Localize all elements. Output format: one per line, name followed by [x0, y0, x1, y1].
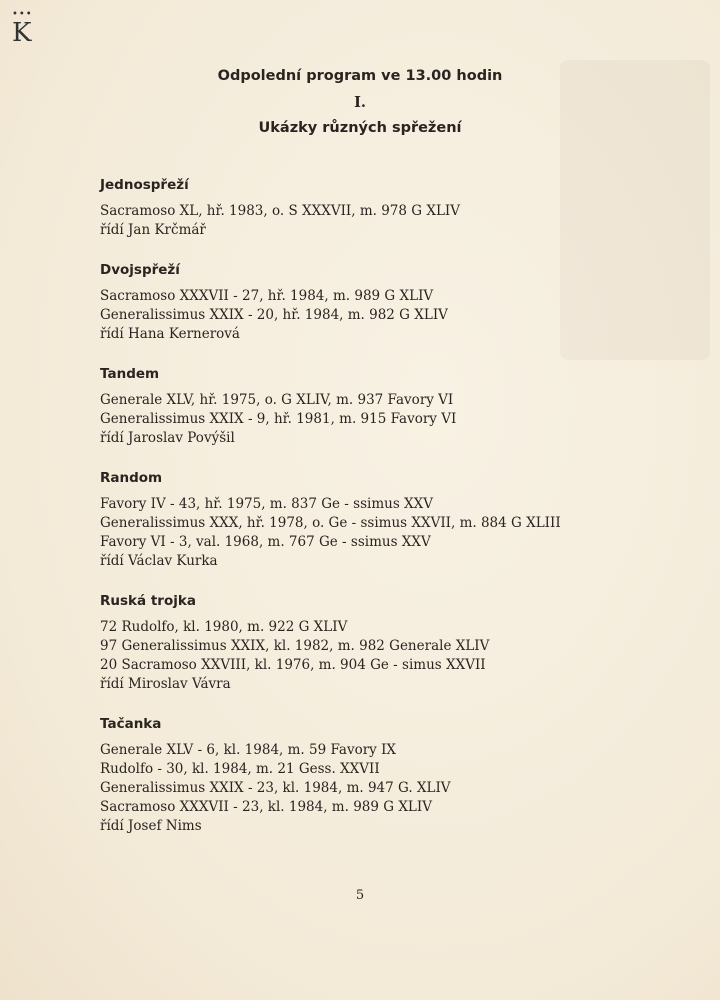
program-section — [100, 261, 660, 344]
logo-letter: K — [12, 18, 32, 48]
entry-line: 20 Sacramoso XXVIII, kl. 1976, m. 904 Ge - simus XXVII — [100, 657, 486, 673]
logo — [12, 10, 36, 50]
section-title: Dvojspřeží — [100, 262, 180, 278]
entry-line: řídí Václav Kurka — [100, 553, 218, 569]
page-subtitle: Ukázky různých spřežení — [258, 120, 462, 136]
program-section — [100, 365, 660, 448]
entry-line: Generale XLV, hř. 1975, o. G XLIV, m. 937 Favory VI — [100, 392, 454, 408]
section-title: Jednospřeží — [100, 177, 189, 193]
program-section — [100, 592, 660, 694]
logo-dots: ••• — [12, 9, 33, 20]
program-section — [100, 176, 660, 240]
entry-line: Generalissimus XXIX - 9, hř. 1981, m. 915 Favory VI — [100, 411, 457, 427]
entry-line: Rudolfo - 30, kl. 1984, m. 21 Gess. XXVII — [100, 761, 380, 777]
section-title: Ruská trojka — [100, 593, 196, 609]
entry-line: Generalissimus XXIX - 23, kl. 1984, m. 947 G. XLIV — [100, 780, 451, 796]
page-number: 5 — [355, 888, 365, 903]
entry-line: řídí Miroslav Vávra — [100, 676, 231, 692]
entry-line: řídí Jaroslav Povýšil — [100, 430, 235, 446]
entry-line: řídí Jan Krčmář — [100, 222, 206, 238]
entry-line: 72 Rudolfo, kl. 1980, m. 922 G XLIV — [100, 619, 348, 635]
entry-line: Generalissimus XXIX - 20, hř. 1984, m. 982 G XLIV — [100, 307, 448, 323]
entry-line: 97 Generalissimus XXIX, kl. 1982, m. 982 Generale XLIV — [100, 638, 490, 654]
entry-line: Generalissimus XXX, hř. 1978, o. Ge - ssimus XXVII, m. 884 G XLIII — [100, 515, 561, 531]
program-list — [100, 176, 660, 857]
entry-line: Sacramoso XXXVII - 27, hř. 1984, m. 989 G XLIV — [100, 288, 434, 304]
program-section — [100, 715, 660, 836]
entry-line: Favory VI - 3, val. 1968, m. 767 Ge - ssimus XXV — [100, 534, 431, 550]
entry-line: Sacramoso XXXVII - 23, kl. 1984, m. 989 G XLIV — [100, 799, 432, 815]
section-roman-numeral: I. — [354, 94, 366, 111]
section-title: Random — [100, 470, 163, 486]
entry-line: Generale XLV - 6, kl. 1984, m. 59 Favory IX — [100, 742, 397, 758]
entry-line: Favory IV - 43, hř. 1975, m. 837 Ge - ssimus XXV — [100, 496, 434, 512]
section-title: Tačanka — [100, 716, 162, 732]
entry-line: Sacramoso XL, hř. 1983, o. S XXXVII, m. 978 G XLIV — [100, 203, 460, 219]
entry-line: řídí Josef Nims — [100, 818, 202, 834]
section-title: Tandem — [100, 366, 160, 382]
entry-line: řídí Hana Kernerová — [100, 326, 240, 342]
page-title: Odpolední program ve 13.00 hodin — [217, 68, 503, 84]
program-section — [100, 469, 660, 571]
